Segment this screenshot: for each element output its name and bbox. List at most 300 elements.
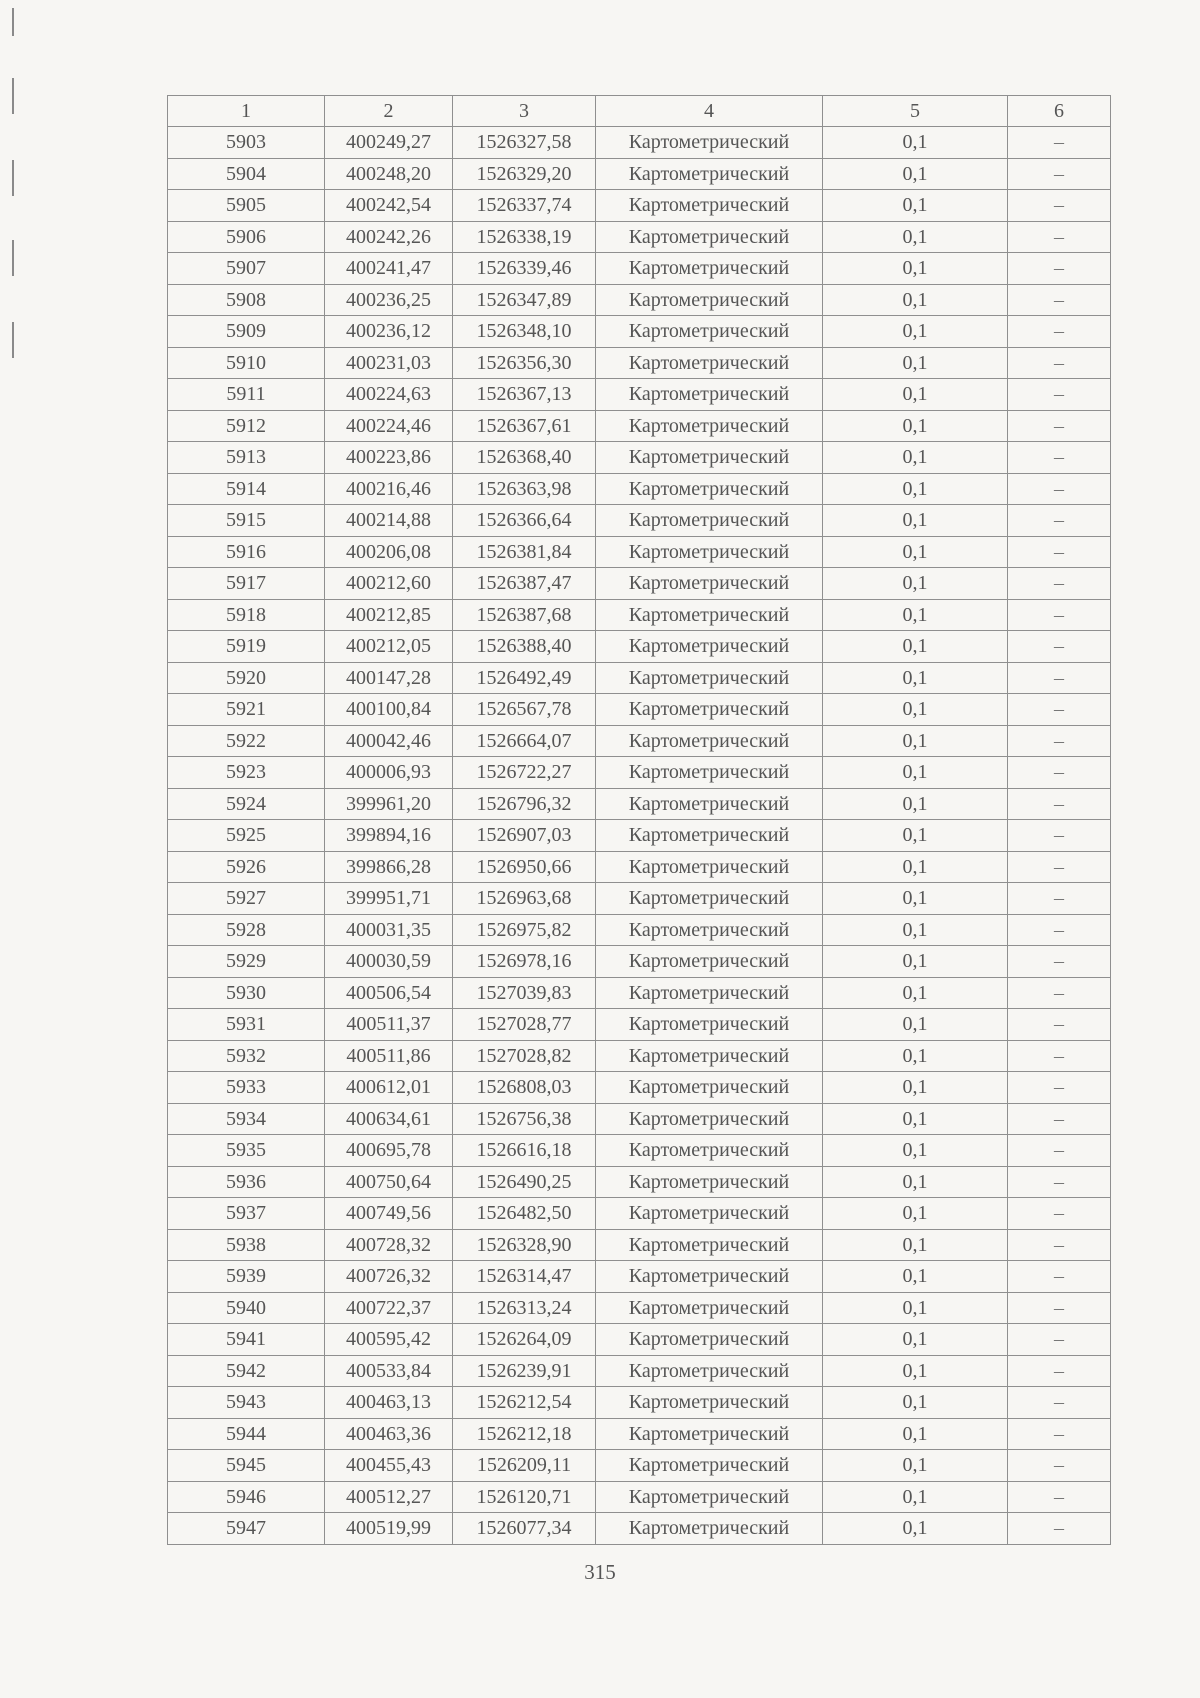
column-header: 1 bbox=[168, 96, 325, 127]
accuracy-cell: 0,1 bbox=[823, 316, 1008, 348]
x-coordinate-cell: 400224,63 bbox=[325, 379, 453, 411]
accuracy-cell: 0,1 bbox=[823, 757, 1008, 789]
x-coordinate-cell: 399961,20 bbox=[325, 788, 453, 820]
x-coordinate-cell: 400216,46 bbox=[325, 473, 453, 505]
table-row bbox=[168, 946, 1111, 978]
x-coordinate-cell: 400030,59 bbox=[325, 946, 453, 978]
note-cell: – bbox=[1008, 1324, 1111, 1356]
note-cell: – bbox=[1008, 757, 1111, 789]
table-row bbox=[168, 410, 1111, 442]
table-row bbox=[168, 820, 1111, 852]
point-number-cell: 5936 bbox=[168, 1166, 325, 1198]
table-row bbox=[168, 662, 1111, 694]
y-coordinate-cell: 1526387,47 bbox=[453, 568, 596, 600]
accuracy-cell: 0,1 bbox=[823, 1135, 1008, 1167]
point-number-cell: 5916 bbox=[168, 536, 325, 568]
y-coordinate-cell: 1526338,19 bbox=[453, 221, 596, 253]
accuracy-cell: 0,1 bbox=[823, 347, 1008, 379]
point-number-cell: 5942 bbox=[168, 1355, 325, 1387]
y-coordinate-cell: 1526808,03 bbox=[453, 1072, 596, 1104]
note-cell: – bbox=[1008, 190, 1111, 222]
y-coordinate-cell: 1526756,38 bbox=[453, 1103, 596, 1135]
note-cell: – bbox=[1008, 1481, 1111, 1513]
page-number: 315 bbox=[584, 1560, 616, 1584]
note-cell: – bbox=[1008, 505, 1111, 537]
point-number-cell: 5924 bbox=[168, 788, 325, 820]
note-cell: – bbox=[1008, 379, 1111, 411]
y-coordinate-cell: 1526339,46 bbox=[453, 253, 596, 285]
y-coordinate-cell: 1526978,16 bbox=[453, 946, 596, 978]
y-coordinate-cell: 1526366,64 bbox=[453, 505, 596, 537]
y-coordinate-cell: 1526975,82 bbox=[453, 914, 596, 946]
method-cell: Картометрический bbox=[596, 662, 823, 694]
table-row bbox=[168, 253, 1111, 285]
accuracy-cell: 0,1 bbox=[823, 725, 1008, 757]
y-coordinate-cell: 1526239,91 bbox=[453, 1355, 596, 1387]
y-coordinate-cell: 1526347,89 bbox=[453, 284, 596, 316]
method-cell: Картометрический bbox=[596, 253, 823, 285]
point-number-cell: 5929 bbox=[168, 946, 325, 978]
x-coordinate-cell: 400223,86 bbox=[325, 442, 453, 474]
method-cell: Картометрический bbox=[596, 1418, 823, 1450]
method-cell: Картометрический bbox=[596, 379, 823, 411]
y-coordinate-cell: 1526367,61 bbox=[453, 410, 596, 442]
accuracy-cell: 0,1 bbox=[823, 946, 1008, 978]
method-cell: Картометрический bbox=[596, 505, 823, 537]
point-number-cell: 5907 bbox=[168, 253, 325, 285]
x-coordinate-cell: 400236,25 bbox=[325, 284, 453, 316]
point-number-cell: 5947 bbox=[168, 1513, 325, 1545]
table-row bbox=[168, 1166, 1111, 1198]
table-row bbox=[168, 1324, 1111, 1356]
x-coordinate-cell: 400728,32 bbox=[325, 1229, 453, 1261]
x-coordinate-cell: 400511,86 bbox=[325, 1040, 453, 1072]
point-number-cell: 5944 bbox=[168, 1418, 325, 1450]
note-cell: – bbox=[1008, 410, 1111, 442]
point-number-cell: 5910 bbox=[168, 347, 325, 379]
x-coordinate-cell: 400006,93 bbox=[325, 757, 453, 789]
x-coordinate-cell: 399951,71 bbox=[325, 883, 453, 915]
x-coordinate-cell: 400042,46 bbox=[325, 725, 453, 757]
accuracy-cell: 0,1 bbox=[823, 631, 1008, 663]
x-coordinate-cell: 400533,84 bbox=[325, 1355, 453, 1387]
point-number-cell: 5926 bbox=[168, 851, 325, 883]
accuracy-cell: 0,1 bbox=[823, 1387, 1008, 1419]
point-number-cell: 5917 bbox=[168, 568, 325, 600]
column-header: 4 bbox=[596, 96, 823, 127]
x-coordinate-cell: 400750,64 bbox=[325, 1166, 453, 1198]
x-coordinate-cell: 400231,03 bbox=[325, 347, 453, 379]
table-row bbox=[168, 631, 1111, 663]
accuracy-cell: 0,1 bbox=[823, 788, 1008, 820]
method-cell: Картометрический bbox=[596, 1387, 823, 1419]
note-cell: – bbox=[1008, 977, 1111, 1009]
note-cell: – bbox=[1008, 725, 1111, 757]
note-cell: – bbox=[1008, 1387, 1111, 1419]
y-coordinate-cell: 1526616,18 bbox=[453, 1135, 596, 1167]
x-coordinate-cell: 400242,54 bbox=[325, 190, 453, 222]
note-cell: – bbox=[1008, 694, 1111, 726]
table-row bbox=[168, 316, 1111, 348]
point-number-cell: 5905 bbox=[168, 190, 325, 222]
binding-mark-4 bbox=[12, 240, 14, 276]
method-cell: Картометрический bbox=[596, 757, 823, 789]
note-cell: – bbox=[1008, 1072, 1111, 1104]
accuracy-cell: 0,1 bbox=[823, 851, 1008, 883]
table-row bbox=[168, 379, 1111, 411]
table-row bbox=[168, 347, 1111, 379]
y-coordinate-cell: 1526482,50 bbox=[453, 1198, 596, 1230]
accuracy-cell: 0,1 bbox=[823, 505, 1008, 537]
point-number-cell: 5938 bbox=[168, 1229, 325, 1261]
y-coordinate-cell: 1526212,18 bbox=[453, 1418, 596, 1450]
y-coordinate-cell: 1526209,11 bbox=[453, 1450, 596, 1482]
table-row bbox=[168, 851, 1111, 883]
column-header: 5 bbox=[823, 96, 1008, 127]
method-cell: Картометрический bbox=[596, 788, 823, 820]
table-row bbox=[168, 1450, 1111, 1482]
method-cell: Картометрический bbox=[596, 1292, 823, 1324]
note-cell: – bbox=[1008, 914, 1111, 946]
accuracy-cell: 0,1 bbox=[823, 1040, 1008, 1072]
method-cell: Картометрический bbox=[596, 1198, 823, 1230]
header-row bbox=[168, 96, 1111, 127]
accuracy-cell: 0,1 bbox=[823, 1009, 1008, 1041]
point-number-cell: 5930 bbox=[168, 977, 325, 1009]
y-coordinate-cell: 1526367,13 bbox=[453, 379, 596, 411]
point-number-cell: 5941 bbox=[168, 1324, 325, 1356]
table-row bbox=[168, 1387, 1111, 1419]
point-number-cell: 5927 bbox=[168, 883, 325, 915]
note-cell: – bbox=[1008, 1229, 1111, 1261]
point-number-cell: 5904 bbox=[168, 158, 325, 190]
method-cell: Картометрический bbox=[596, 851, 823, 883]
table-row bbox=[168, 914, 1111, 946]
accuracy-cell: 0,1 bbox=[823, 1418, 1008, 1450]
table-row bbox=[168, 725, 1111, 757]
accuracy-cell: 0,1 bbox=[823, 158, 1008, 190]
x-coordinate-cell: 400612,01 bbox=[325, 1072, 453, 1104]
y-coordinate-cell: 1526492,49 bbox=[453, 662, 596, 694]
table-row bbox=[168, 1513, 1111, 1545]
note-cell: – bbox=[1008, 347, 1111, 379]
accuracy-cell: 0,1 bbox=[823, 442, 1008, 474]
table-row bbox=[168, 757, 1111, 789]
x-coordinate-cell: 400722,37 bbox=[325, 1292, 453, 1324]
accuracy-cell: 0,1 bbox=[823, 820, 1008, 852]
method-cell: Картометрический bbox=[596, 536, 823, 568]
method-cell: Картометрический bbox=[596, 347, 823, 379]
method-cell: Картометрический bbox=[596, 442, 823, 474]
table-row bbox=[168, 190, 1111, 222]
table-row bbox=[168, 1103, 1111, 1135]
method-cell: Картометрический bbox=[596, 1009, 823, 1041]
table-row bbox=[168, 442, 1111, 474]
point-number-cell: 5943 bbox=[168, 1387, 325, 1419]
table-row bbox=[168, 1009, 1111, 1041]
table-row bbox=[168, 1418, 1111, 1450]
x-coordinate-cell: 400463,36 bbox=[325, 1418, 453, 1450]
method-cell: Картометрический bbox=[596, 1324, 823, 1356]
method-cell: Картометрический bbox=[596, 1229, 823, 1261]
method-cell: Картометрический bbox=[596, 1261, 823, 1293]
accuracy-cell: 0,1 bbox=[823, 410, 1008, 442]
note-cell: – bbox=[1008, 536, 1111, 568]
x-coordinate-cell: 400212,85 bbox=[325, 599, 453, 631]
y-coordinate-cell: 1526950,66 bbox=[453, 851, 596, 883]
accuracy-cell: 0,1 bbox=[823, 221, 1008, 253]
x-coordinate-cell: 400463,13 bbox=[325, 1387, 453, 1419]
point-number-cell: 5932 bbox=[168, 1040, 325, 1072]
method-cell: Картометрический bbox=[596, 1166, 823, 1198]
accuracy-cell: 0,1 bbox=[823, 473, 1008, 505]
table-row bbox=[168, 1229, 1111, 1261]
accuracy-cell: 0,1 bbox=[823, 1513, 1008, 1545]
table-row bbox=[168, 977, 1111, 1009]
method-cell: Картометрический bbox=[596, 694, 823, 726]
y-coordinate-cell: 1526329,20 bbox=[453, 158, 596, 190]
point-number-cell: 5908 bbox=[168, 284, 325, 316]
point-number-cell: 5935 bbox=[168, 1135, 325, 1167]
point-number-cell: 5939 bbox=[168, 1261, 325, 1293]
y-coordinate-cell: 1526907,03 bbox=[453, 820, 596, 852]
point-number-cell: 5931 bbox=[168, 1009, 325, 1041]
method-cell: Картометрический bbox=[596, 1072, 823, 1104]
accuracy-cell: 0,1 bbox=[823, 127, 1008, 159]
note-cell: – bbox=[1008, 316, 1111, 348]
note-cell: – bbox=[1008, 127, 1111, 159]
method-cell: Картометрический bbox=[596, 725, 823, 757]
point-number-cell: 5920 bbox=[168, 662, 325, 694]
y-coordinate-cell: 1526381,84 bbox=[453, 536, 596, 568]
accuracy-cell: 0,1 bbox=[823, 1261, 1008, 1293]
point-number-cell: 5925 bbox=[168, 820, 325, 852]
table-row bbox=[168, 1135, 1111, 1167]
y-coordinate-cell: 1526313,24 bbox=[453, 1292, 596, 1324]
column-header: 3 bbox=[453, 96, 596, 127]
point-number-cell: 5928 bbox=[168, 914, 325, 946]
note-cell: – bbox=[1008, 442, 1111, 474]
note-cell: – bbox=[1008, 253, 1111, 285]
note-cell: – bbox=[1008, 568, 1111, 600]
accuracy-cell: 0,1 bbox=[823, 190, 1008, 222]
point-number-cell: 5937 bbox=[168, 1198, 325, 1230]
accuracy-cell: 0,1 bbox=[823, 1072, 1008, 1104]
point-number-cell: 5912 bbox=[168, 410, 325, 442]
table-row bbox=[168, 127, 1111, 159]
table-row bbox=[168, 1040, 1111, 1072]
x-coordinate-cell: 399866,28 bbox=[325, 851, 453, 883]
method-cell: Картометрический bbox=[596, 1135, 823, 1167]
x-coordinate-cell: 400100,84 bbox=[325, 694, 453, 726]
method-cell: Картометрический bbox=[596, 221, 823, 253]
x-coordinate-cell: 400695,78 bbox=[325, 1135, 453, 1167]
binding-mark-1 bbox=[12, 8, 14, 36]
method-cell: Картометрический bbox=[596, 127, 823, 159]
point-number-cell: 5946 bbox=[168, 1481, 325, 1513]
accuracy-cell: 0,1 bbox=[823, 1229, 1008, 1261]
point-number-cell: 5934 bbox=[168, 1103, 325, 1135]
y-coordinate-cell: 1526264,09 bbox=[453, 1324, 596, 1356]
y-coordinate-cell: 1527028,82 bbox=[453, 1040, 596, 1072]
y-coordinate-cell: 1527039,83 bbox=[453, 977, 596, 1009]
note-cell: – bbox=[1008, 662, 1111, 694]
table-row bbox=[168, 158, 1111, 190]
y-coordinate-cell: 1526664,07 bbox=[453, 725, 596, 757]
x-coordinate-cell: 400511,37 bbox=[325, 1009, 453, 1041]
note-cell: – bbox=[1008, 158, 1111, 190]
note-cell: – bbox=[1008, 1418, 1111, 1450]
point-number-cell: 5919 bbox=[168, 631, 325, 663]
accuracy-cell: 0,1 bbox=[823, 977, 1008, 1009]
table-row bbox=[168, 1481, 1111, 1513]
method-cell: Картометрический bbox=[596, 158, 823, 190]
x-coordinate-cell: 400455,43 bbox=[325, 1450, 453, 1482]
note-cell: – bbox=[1008, 1261, 1111, 1293]
table-row bbox=[168, 1292, 1111, 1324]
note-cell: – bbox=[1008, 599, 1111, 631]
y-coordinate-cell: 1526212,54 bbox=[453, 1387, 596, 1419]
x-coordinate-cell: 400236,12 bbox=[325, 316, 453, 348]
accuracy-cell: 0,1 bbox=[823, 568, 1008, 600]
accuracy-cell: 0,1 bbox=[823, 599, 1008, 631]
point-number-cell: 5933 bbox=[168, 1072, 325, 1104]
y-coordinate-cell: 1526348,10 bbox=[453, 316, 596, 348]
x-coordinate-cell: 400242,26 bbox=[325, 221, 453, 253]
table-row bbox=[168, 568, 1111, 600]
y-coordinate-cell: 1526356,30 bbox=[453, 347, 596, 379]
y-coordinate-cell: 1526722,27 bbox=[453, 757, 596, 789]
table-row bbox=[168, 1072, 1111, 1104]
y-coordinate-cell: 1526328,90 bbox=[453, 1229, 596, 1261]
method-cell: Картометрический bbox=[596, 1040, 823, 1072]
y-coordinate-cell: 1526387,68 bbox=[453, 599, 596, 631]
note-cell: – bbox=[1008, 1009, 1111, 1041]
note-cell: – bbox=[1008, 946, 1111, 978]
table-row bbox=[168, 536, 1111, 568]
point-number-cell: 5903 bbox=[168, 127, 325, 159]
method-cell: Картометрический bbox=[596, 1355, 823, 1387]
accuracy-cell: 0,1 bbox=[823, 1292, 1008, 1324]
y-coordinate-cell: 1527028,77 bbox=[453, 1009, 596, 1041]
table-row bbox=[168, 599, 1111, 631]
note-cell: – bbox=[1008, 631, 1111, 663]
x-coordinate-cell: 400519,99 bbox=[325, 1513, 453, 1545]
note-cell: – bbox=[1008, 473, 1111, 505]
x-coordinate-cell: 400212,05 bbox=[325, 631, 453, 663]
y-coordinate-cell: 1526077,34 bbox=[453, 1513, 596, 1545]
method-cell: Картометрический bbox=[596, 977, 823, 1009]
table-row bbox=[168, 788, 1111, 820]
method-cell: Картометрический bbox=[596, 1103, 823, 1135]
binding-mark-2 bbox=[12, 78, 14, 114]
column-header: 2 bbox=[325, 96, 453, 127]
accuracy-cell: 0,1 bbox=[823, 1103, 1008, 1135]
point-number-cell: 5922 bbox=[168, 725, 325, 757]
accuracy-cell: 0,1 bbox=[823, 253, 1008, 285]
y-coordinate-cell: 1526796,32 bbox=[453, 788, 596, 820]
point-number-cell: 5915 bbox=[168, 505, 325, 537]
y-coordinate-cell: 1526337,74 bbox=[453, 190, 596, 222]
x-coordinate-cell: 400147,28 bbox=[325, 662, 453, 694]
column-header: 6 bbox=[1008, 96, 1111, 127]
note-cell: – bbox=[1008, 284, 1111, 316]
note-cell: – bbox=[1008, 1040, 1111, 1072]
note-cell: – bbox=[1008, 788, 1111, 820]
y-coordinate-cell: 1526327,58 bbox=[453, 127, 596, 159]
x-coordinate-cell: 399894,16 bbox=[325, 820, 453, 852]
x-coordinate-cell: 400206,08 bbox=[325, 536, 453, 568]
note-cell: – bbox=[1008, 1103, 1111, 1135]
y-coordinate-cell: 1526363,98 bbox=[453, 473, 596, 505]
point-number-cell: 5911 bbox=[168, 379, 325, 411]
method-cell: Картометрический bbox=[596, 820, 823, 852]
point-number-cell: 5913 bbox=[168, 442, 325, 474]
table-row bbox=[168, 473, 1111, 505]
point-number-cell: 5940 bbox=[168, 1292, 325, 1324]
y-coordinate-cell: 1526120,71 bbox=[453, 1481, 596, 1513]
point-number-cell: 5923 bbox=[168, 757, 325, 789]
accuracy-cell: 0,1 bbox=[823, 883, 1008, 915]
note-cell: – bbox=[1008, 820, 1111, 852]
method-cell: Картометрический bbox=[596, 190, 823, 222]
note-cell: – bbox=[1008, 1135, 1111, 1167]
method-cell: Картометрический bbox=[596, 599, 823, 631]
x-coordinate-cell: 400506,54 bbox=[325, 977, 453, 1009]
accuracy-cell: 0,1 bbox=[823, 1481, 1008, 1513]
accuracy-cell: 0,1 bbox=[823, 1166, 1008, 1198]
x-coordinate-cell: 400595,42 bbox=[325, 1324, 453, 1356]
y-coordinate-cell: 1526388,40 bbox=[453, 631, 596, 663]
table-header bbox=[168, 96, 1111, 127]
method-cell: Картометрический bbox=[596, 1481, 823, 1513]
x-coordinate-cell: 400249,27 bbox=[325, 127, 453, 159]
method-cell: Картометрический bbox=[596, 631, 823, 663]
x-coordinate-cell: 400214,88 bbox=[325, 505, 453, 537]
y-coordinate-cell: 1526567,78 bbox=[453, 694, 596, 726]
x-coordinate-cell: 400749,56 bbox=[325, 1198, 453, 1230]
x-coordinate-cell: 400248,20 bbox=[325, 158, 453, 190]
note-cell: – bbox=[1008, 851, 1111, 883]
table-row bbox=[168, 221, 1111, 253]
accuracy-cell: 0,1 bbox=[823, 536, 1008, 568]
y-coordinate-cell: 1526368,40 bbox=[453, 442, 596, 474]
table-row bbox=[168, 883, 1111, 915]
method-cell: Картометрический bbox=[596, 946, 823, 978]
note-cell: – bbox=[1008, 1355, 1111, 1387]
point-number-cell: 5909 bbox=[168, 316, 325, 348]
x-coordinate-cell: 400726,32 bbox=[325, 1261, 453, 1293]
method-cell: Картометрический bbox=[596, 473, 823, 505]
x-coordinate-cell: 400512,27 bbox=[325, 1481, 453, 1513]
method-cell: Картометрический bbox=[596, 410, 823, 442]
binding-mark-5 bbox=[12, 322, 14, 358]
accuracy-cell: 0,1 bbox=[823, 1324, 1008, 1356]
table-body bbox=[168, 127, 1111, 1545]
note-cell: – bbox=[1008, 1292, 1111, 1324]
y-coordinate-cell: 1526963,68 bbox=[453, 883, 596, 915]
point-number-cell: 5918 bbox=[168, 599, 325, 631]
note-cell: – bbox=[1008, 1513, 1111, 1545]
point-number-cell: 5906 bbox=[168, 221, 325, 253]
note-cell: – bbox=[1008, 221, 1111, 253]
method-cell: Картометрический bbox=[596, 284, 823, 316]
accuracy-cell: 0,1 bbox=[823, 662, 1008, 694]
table-row bbox=[168, 1261, 1111, 1293]
accuracy-cell: 0,1 bbox=[823, 284, 1008, 316]
point-number-cell: 5914 bbox=[168, 473, 325, 505]
accuracy-cell: 0,1 bbox=[823, 1450, 1008, 1482]
